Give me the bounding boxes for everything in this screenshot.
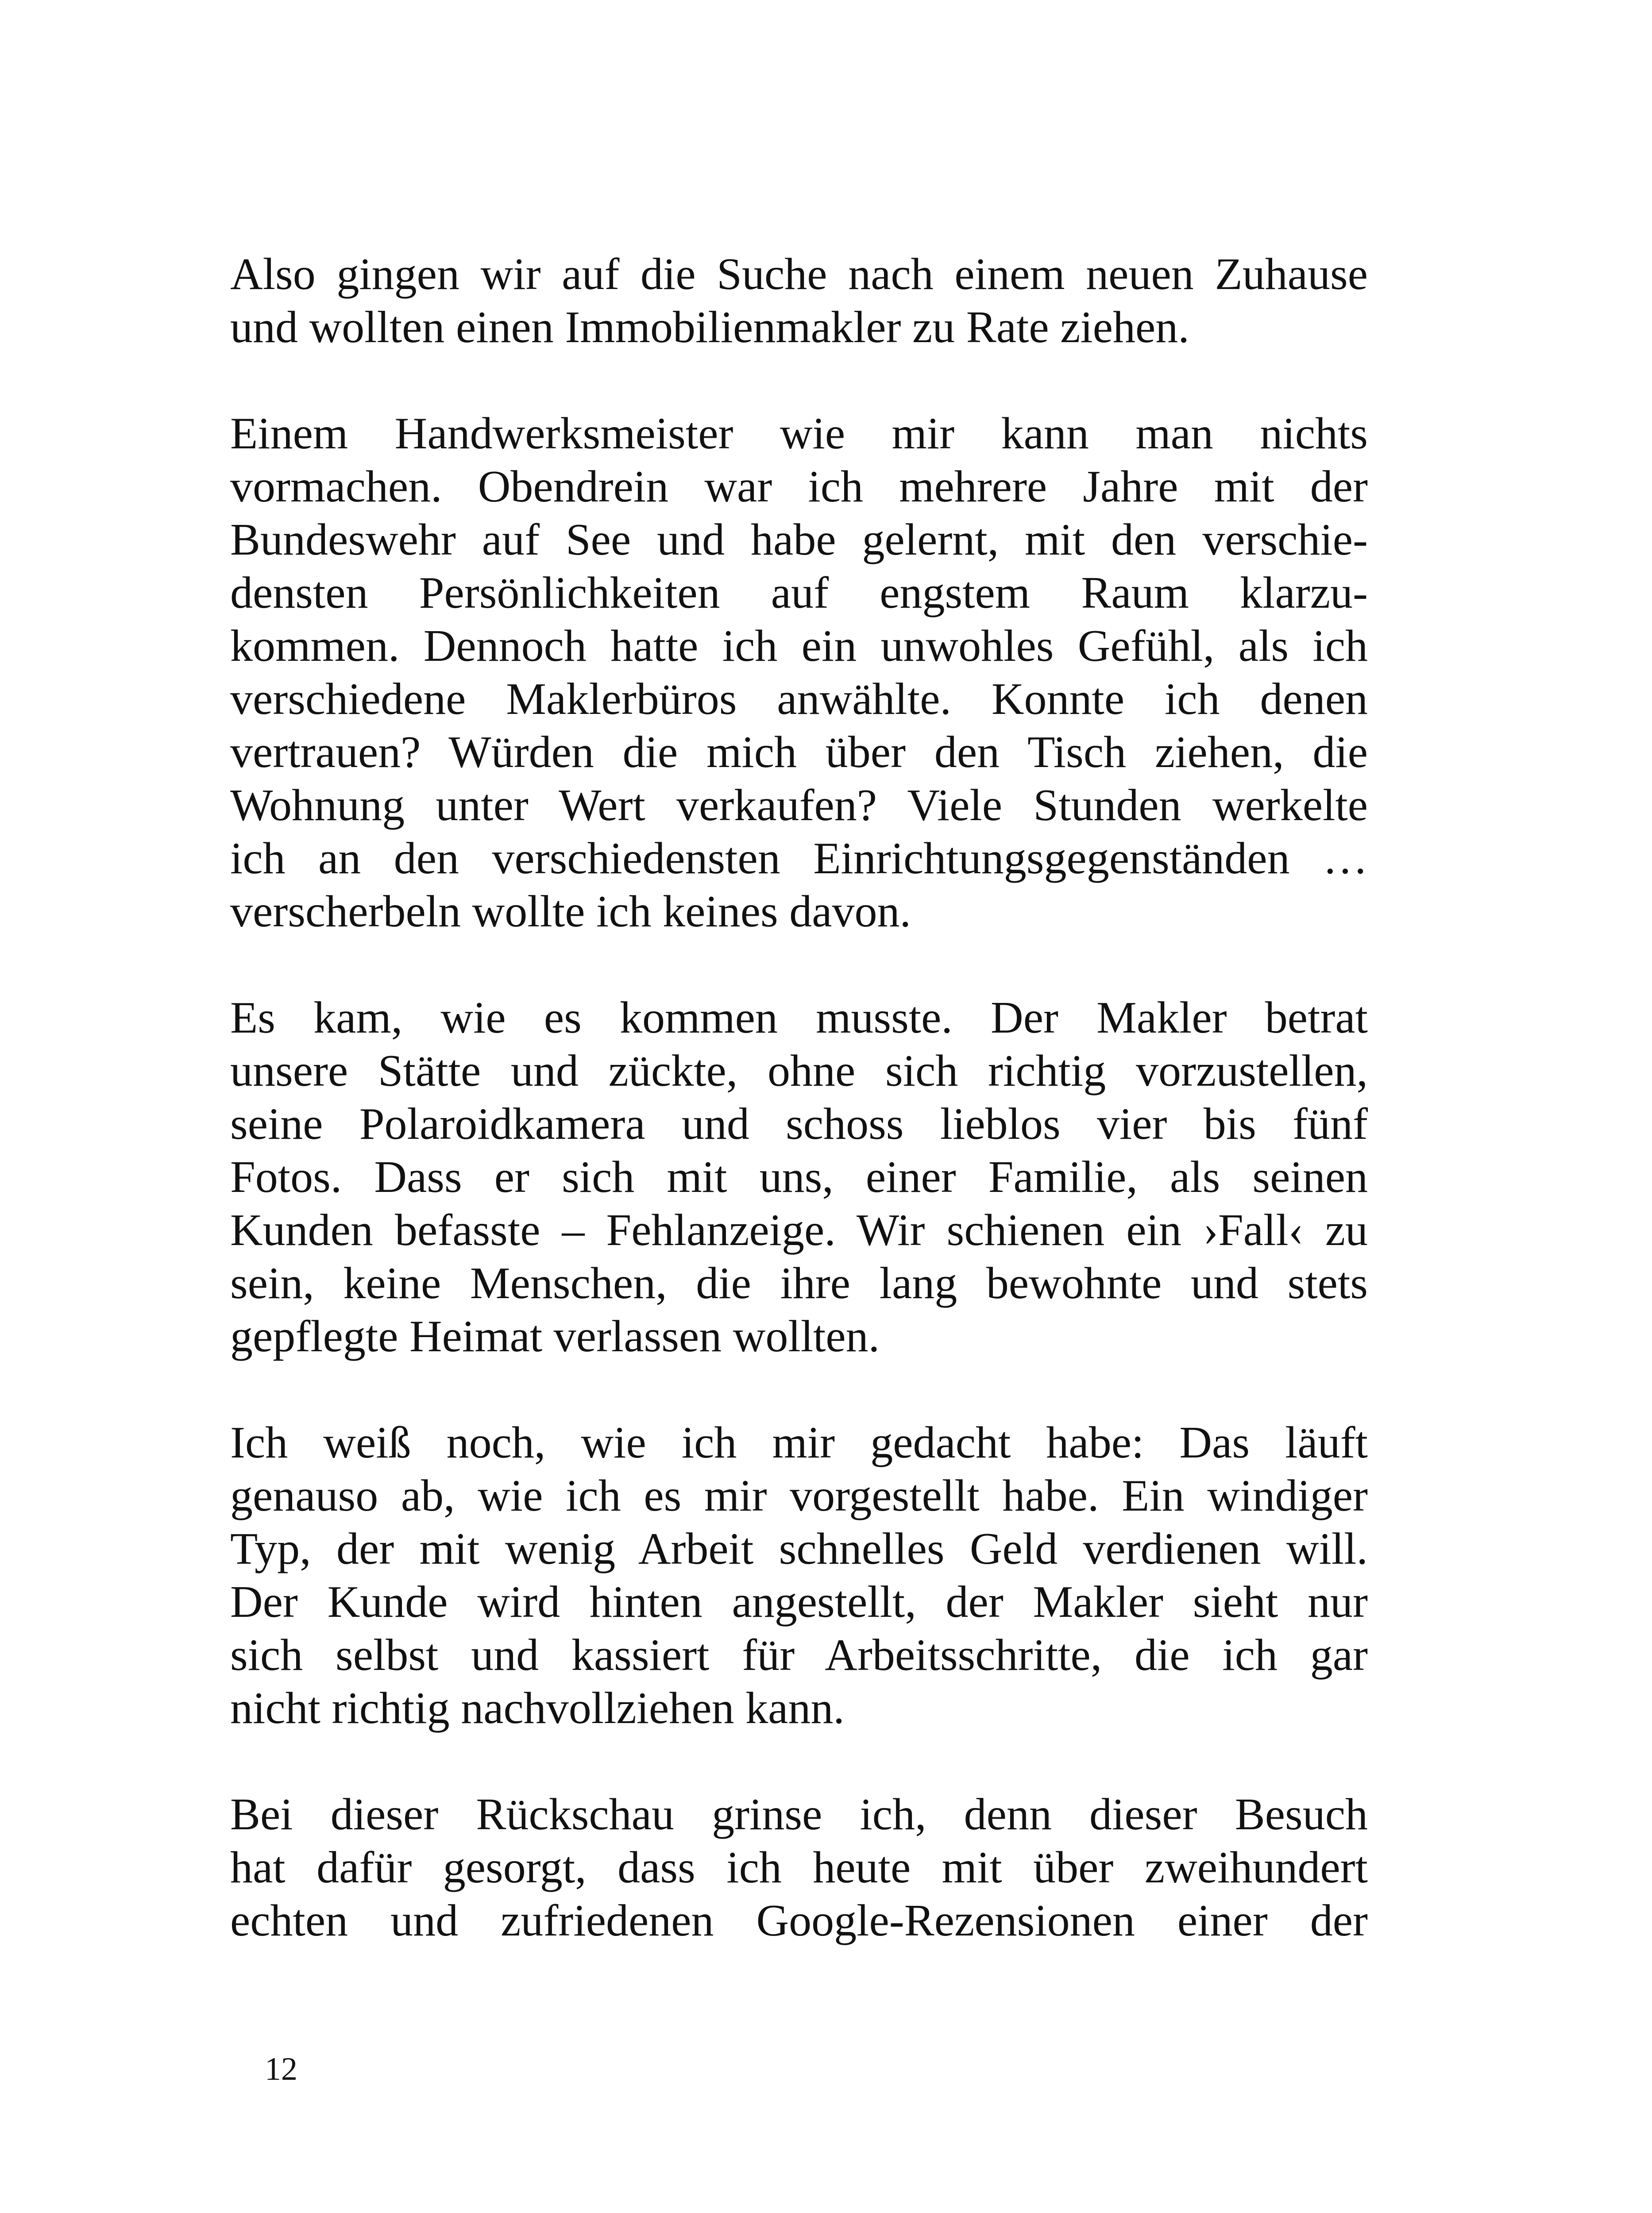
text-line: verschiedene Maklerbüros anwählte. Konnte ich denen xyxy=(230,674,1368,724)
text-line: nicht richtig nachvollziehen kann. xyxy=(230,1683,845,1733)
text-line: kommen. Dennoch hatte ich ein unwohles Gefühl, als ich xyxy=(230,621,1368,671)
text-line: ich an den verschiedensten Einrichtungsgegenständen … xyxy=(230,833,1368,883)
text-line: Bundeswehr auf See und habe gelernt, mit den verschie- xyxy=(230,515,1368,565)
text-line: verscherbeln wollte ich keines davon. xyxy=(230,887,911,937)
text-line: Bei dieser Rückschau grinse ich, denn dieser Besuch xyxy=(230,1789,1368,1839)
paragraph-5 xyxy=(230,1788,1368,1947)
paragraph-2 xyxy=(230,407,1368,938)
text-line: Typ, der mit wenig Arbeit schnelles Geld verdienen will. xyxy=(230,1524,1368,1574)
text-line: vertrauen? Würden die mich über den Tisch ziehen, die xyxy=(230,727,1368,777)
text-line: Der Kunde wird hinten angestellt, der Makler sieht nur xyxy=(230,1577,1368,1627)
paragraph-1 xyxy=(230,248,1368,354)
text-line: densten Persönlichkeiten auf engstem Raum klarzu- xyxy=(230,568,1368,618)
text-line: seine Polaroidkamera und schoss lieblos vier bis fünf xyxy=(230,1099,1368,1149)
text-line: genauso ab, wie ich es mir vorgestellt habe. Ein windiger xyxy=(230,1471,1368,1521)
text-line: Wohnung unter Wert verkaufen? Viele Stunden werkelte xyxy=(230,780,1368,830)
text-line: hat dafür gesorgt, dass ich heute mit über zweihundert xyxy=(230,1843,1368,1893)
page-number: 12 xyxy=(265,2051,297,2087)
body-text xyxy=(230,248,1368,2001)
text-line: und wollten einen Immobilienmakler zu Rate ziehen. xyxy=(230,302,1189,352)
text-line: Fotos. Dass er sich mit uns, einer Familie, als seinen xyxy=(230,1152,1368,1202)
text-line: echten und zufriedenen Google-Rezensionen einer der xyxy=(230,1896,1368,1946)
text-line: Kunden befasste – Fehlanzeige. Wir schienen ein ›Fall‹ zu xyxy=(230,1205,1368,1255)
text-line: sich selbst und kassiert für Arbeitsschritte, die ich gar xyxy=(230,1630,1368,1680)
paragraph-3 xyxy=(230,991,1368,1363)
text-line: Also gingen wir auf die Suche nach einem neuen Zuhause xyxy=(230,249,1368,299)
text-line: vormachen. Obendrein war ich mehrere Jahre mit der xyxy=(230,462,1368,512)
text-line: Es kam, wie es kommen musste. Der Makler betrat xyxy=(230,993,1368,1043)
text-line: unsere Stätte und zückte, ohne sich richtig vorzustellen, xyxy=(230,1046,1368,1096)
paragraph-4 xyxy=(230,1416,1368,1735)
text-line: gepflegte Heimat verlassen wollten. xyxy=(230,1311,880,1361)
text-line: Einem Handwerksmeister wie mir kann man nichts xyxy=(230,409,1368,459)
text-line: Ich weiß noch, wie ich mir gedacht habe: Das läuft xyxy=(230,1418,1368,1468)
text-line: sein, keine Menschen, die ihre lang bewohnte und stets xyxy=(230,1258,1368,1308)
